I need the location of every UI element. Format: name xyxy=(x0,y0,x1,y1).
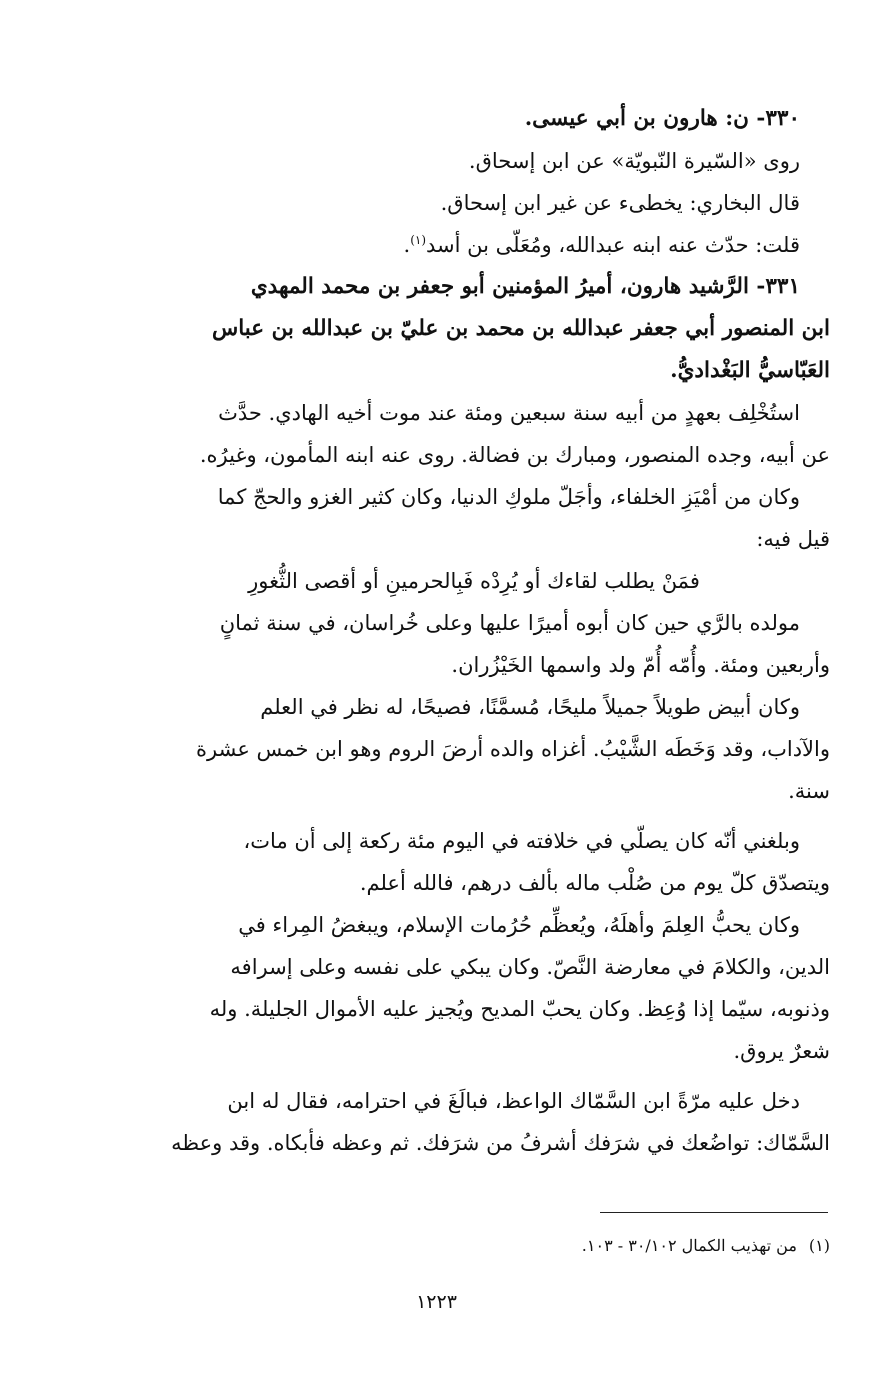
page-number: ١٢٢٣ xyxy=(416,1291,457,1313)
footnote-divider xyxy=(600,1212,828,1213)
text-line xyxy=(118,1080,830,1122)
text-line-content: الدين، والكلامَ في معارضة النَّصّ. وكان يبكي على نفسه وعلى إسرافه xyxy=(230,955,830,979)
text-line xyxy=(118,350,830,392)
text-line-content: ويتصدّق كلّ يوم من صُلْب ماله بألف درهم، فالله أعلم. xyxy=(359,871,830,895)
text-line-content: وكان أبيض طويلاً جميلاً مليحًا، مُسمَّنًا، فصيحًا، له نظر في العلم xyxy=(260,695,800,719)
text-line xyxy=(118,1122,830,1164)
text-line-content: ٣٣٠- ن: هارون بن أبي عيسى. xyxy=(524,106,800,131)
text-line-content: مولده بالرَّي حين كان أبوه أميرًا عليها وعلى خُراسان، في سنة ثمانٍ xyxy=(219,611,800,635)
text-line-content: ابن المنصور أبي جعفر عبدالله بن محمد بن عليّ بن عبدالله بن عباس xyxy=(211,316,830,341)
text-line-content: قال البخاري: يخطىء عن غير ابن إسحاق. xyxy=(440,191,800,215)
text-line-content: دخل عليه مرّةً ابن السَّمّاك الواعظ، فبالَغَ في احترامه، فقال له ابن xyxy=(227,1089,800,1113)
text-line xyxy=(118,518,830,560)
text-line xyxy=(118,862,830,904)
main-text xyxy=(118,98,830,1164)
text-line-content: وكان من أمْيَزِ الخلفاء، وأجَلّ ملوكِ الدنيا، وكان كثير الغزو والحجّ كما xyxy=(217,485,800,509)
text-line xyxy=(118,770,830,812)
text-line xyxy=(118,820,830,862)
text-line xyxy=(118,904,830,946)
footnote-number: (١) xyxy=(808,1236,830,1255)
text-line xyxy=(118,988,830,1030)
footnote-marker: (١) xyxy=(410,233,427,247)
text-line-content: ٣٣١- الرَّشيد هارون، أميرُ المؤمنين أبو جعفر بن محمد المهدي xyxy=(250,274,800,299)
text-line xyxy=(118,308,830,350)
text-line-content: قيل فيه: xyxy=(756,527,830,551)
text-line xyxy=(118,224,830,266)
text-line-content: وبلغني أنّه كان يصلّي في خلافته في اليوم مئة ركعة إلى أن مات، xyxy=(243,829,800,853)
text-line-content: السَّمّاك: تواضُعك في شرَفك أشرفُ من شرَفك. ثم وعظه فأبكاه. وقد وعظه xyxy=(171,1131,830,1155)
text-line xyxy=(118,392,830,434)
text-line xyxy=(118,946,830,988)
text-line xyxy=(118,266,830,308)
text-line-content: فمَنْ يطلب لقاءك أو يُرِدْه فَبِالحرمينِ أو أقصى الثُّغورِ xyxy=(248,569,700,593)
text-line xyxy=(118,602,830,644)
text-line-tail: . xyxy=(403,233,411,257)
text-line-content: وذنوبه، سيّما إذا وُعِظ. وكان يحبّ المديح ويُجيز عليه الأموال الجليلة. وله xyxy=(209,997,830,1021)
text-line-content: وكان يحبُّ العِلمَ وأهلَهُ، ويُعظِّم حُرُمات الإسلام، ويبغضُ المِراء في xyxy=(238,913,800,937)
footnote xyxy=(118,1232,830,1260)
footnote-text: من تهذيب الكمال ٣٠/١٠٢ - ١٠٣. xyxy=(581,1236,797,1255)
text-line xyxy=(118,644,830,686)
text-line-content: سنة. xyxy=(788,779,830,803)
text-line-content: عن أبيه، وجده المنصور، ومبارك بن فضالة. روى عنه ابنه المأمون، وغيرُه. xyxy=(199,443,830,467)
text-line xyxy=(118,476,830,518)
text-line xyxy=(118,686,830,728)
text-line-content: شعرٌ يروق. xyxy=(733,1039,830,1063)
text-line xyxy=(118,434,830,476)
text-line xyxy=(118,98,830,140)
text-line xyxy=(118,182,830,224)
text-line-content: استُخْلِف بعهدٍ من أبيه سنة سبعين ومئة عند موت أخيه الهادي. حدَّث xyxy=(218,401,800,425)
text-line xyxy=(118,560,830,602)
text-line xyxy=(118,1030,830,1072)
text-line xyxy=(118,728,830,770)
text-line-content: روى «السّيرة النّبويّة» عن ابن إسحاق. xyxy=(468,149,800,173)
text-line-content: وأربعين ومئة. وأُمّه أُمّ ولد واسمها الخَيْزُران. xyxy=(451,653,830,677)
text-line xyxy=(118,140,830,182)
text-line-content: العَبّاسيُّ البَغْداديُّ. xyxy=(670,358,830,383)
text-line-content: والآداب، وقد وَخَطَه الشَّيْبُ. أغزاه والده أرضَ الروم وهو ابن خمس عشرة xyxy=(196,737,830,761)
text-line-content: قلت: حدّث عنه ابنه عبدالله، ومُعَلّى بن أسد xyxy=(426,233,800,257)
